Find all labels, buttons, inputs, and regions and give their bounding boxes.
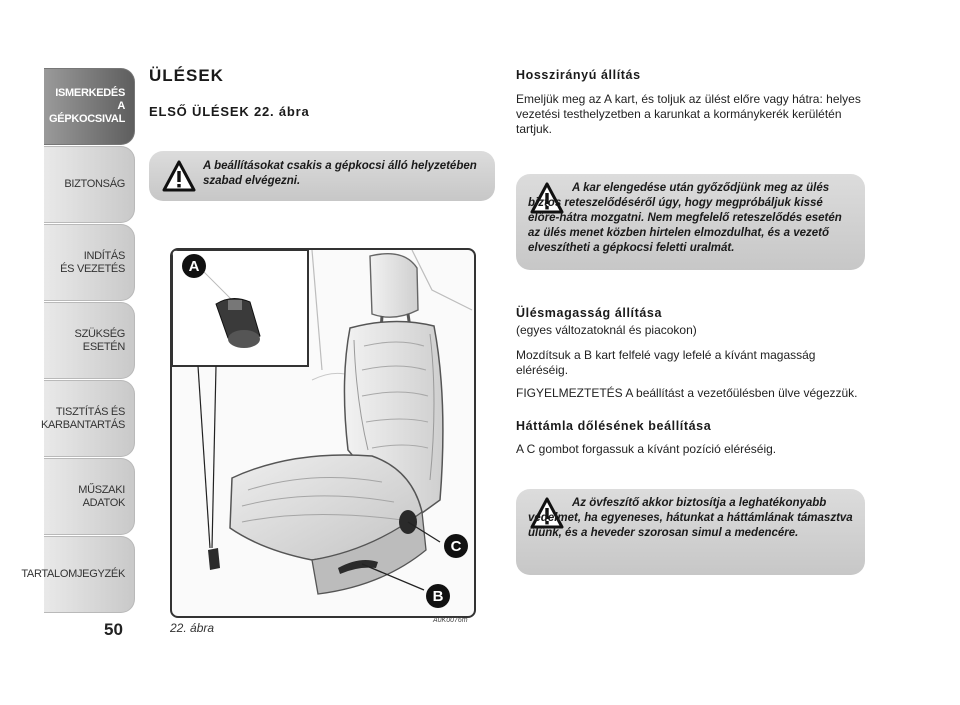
tab-tartalomjegyzek[interactable]: TARTALOMJEGYZÉK	[44, 536, 135, 613]
warning-box-1	[149, 151, 495, 201]
tab-ismerkedes[interactable]: ISMERKEDÉS A GÉPKOCSIVAL	[44, 68, 135, 145]
figure-caption: 22. ábra	[170, 621, 215, 635]
section-body-longitudinal: Emeljük meg az A kart, és toljuk az ülést előre vagy hátra: helyes vezetési testhelyzetben a karunkat a kormánykerék kerülétén tartjuk.	[516, 92, 861, 136]
tab-biztonsag[interactable]: BIZTONSÁG	[44, 146, 135, 223]
seat-illustration	[170, 248, 476, 618]
warning-icon	[162, 160, 196, 192]
section-warning-line: FIGYELMEZTETÉS A beállítást a vezetőülésben ülve végezzük.	[516, 386, 858, 400]
label-b: B	[432, 588, 444, 605]
page-title: ÜLÉSEK	[149, 66, 224, 85]
warning-text-1: A beállításokat csakis a gépkocsi álló helyzetében szabad elvégezni.	[203, 160, 477, 187]
seat-drawing	[172, 250, 474, 616]
chapter-sidebar	[21, 68, 135, 614]
section-subtitle: ELSŐ ÜLÉSEK 22. ábra	[149, 104, 310, 119]
tab-inditas[interactable]: INDÍTÁS ÉS VEZETÉS	[44, 224, 135, 301]
warning-box-3	[516, 489, 865, 575]
figure-code: A0K0076m	[433, 617, 468, 624]
tab-szukseg[interactable]: SZÜKSÉG ESETÉN	[44, 302, 135, 379]
page-number: 50	[104, 620, 123, 639]
warning-box-2	[516, 174, 865, 270]
warning-text-2: A kar elengedése után győződjünk meg az ülés biztos reteszelődéséről úgy, hogy megpróbáljuk kissé előre-hátra mozgatni. Nem megfelelő reteszelődés esetén az ülés menet közben hirtelen elmozdulhat, és a vezető elveszítheti a gépkocsi feletti uralmát.	[528, 182, 842, 254]
section-title-longitudinal: Hosszirányú állítás	[516, 68, 641, 82]
section-body-height: Mozdítsuk a B kart felfelé vagy lefelé a kívánt magasság eléréséig.	[516, 348, 816, 377]
tab-muszaki[interactable]: MŰSZAKI ADATOK	[44, 458, 135, 535]
section-title-backrest: Háttámla dőlésének beállítása	[516, 419, 712, 433]
warning-text-3: Az övfeszítő akkor biztosítja a leghatékonyabb védelmet, ha egyeneses, hátunkat a háttámlának támasztva ülünk, és a heveder szorosan simul a medencére.	[528, 497, 853, 539]
section-title-height: Ülésmagasság állítása	[516, 306, 663, 320]
label-a: A	[188, 258, 200, 275]
label-c: C	[450, 538, 462, 555]
section-body-backrest: A C gombot forgassuk a kívánt pozíció eléréséig.	[516, 442, 777, 456]
section-note-height: (egyes változatoknál és piacokon)	[516, 323, 697, 337]
tab-tisztitas[interactable]: TISZTÍTÁS ÉS KARBANTARTÁS	[44, 380, 135, 457]
